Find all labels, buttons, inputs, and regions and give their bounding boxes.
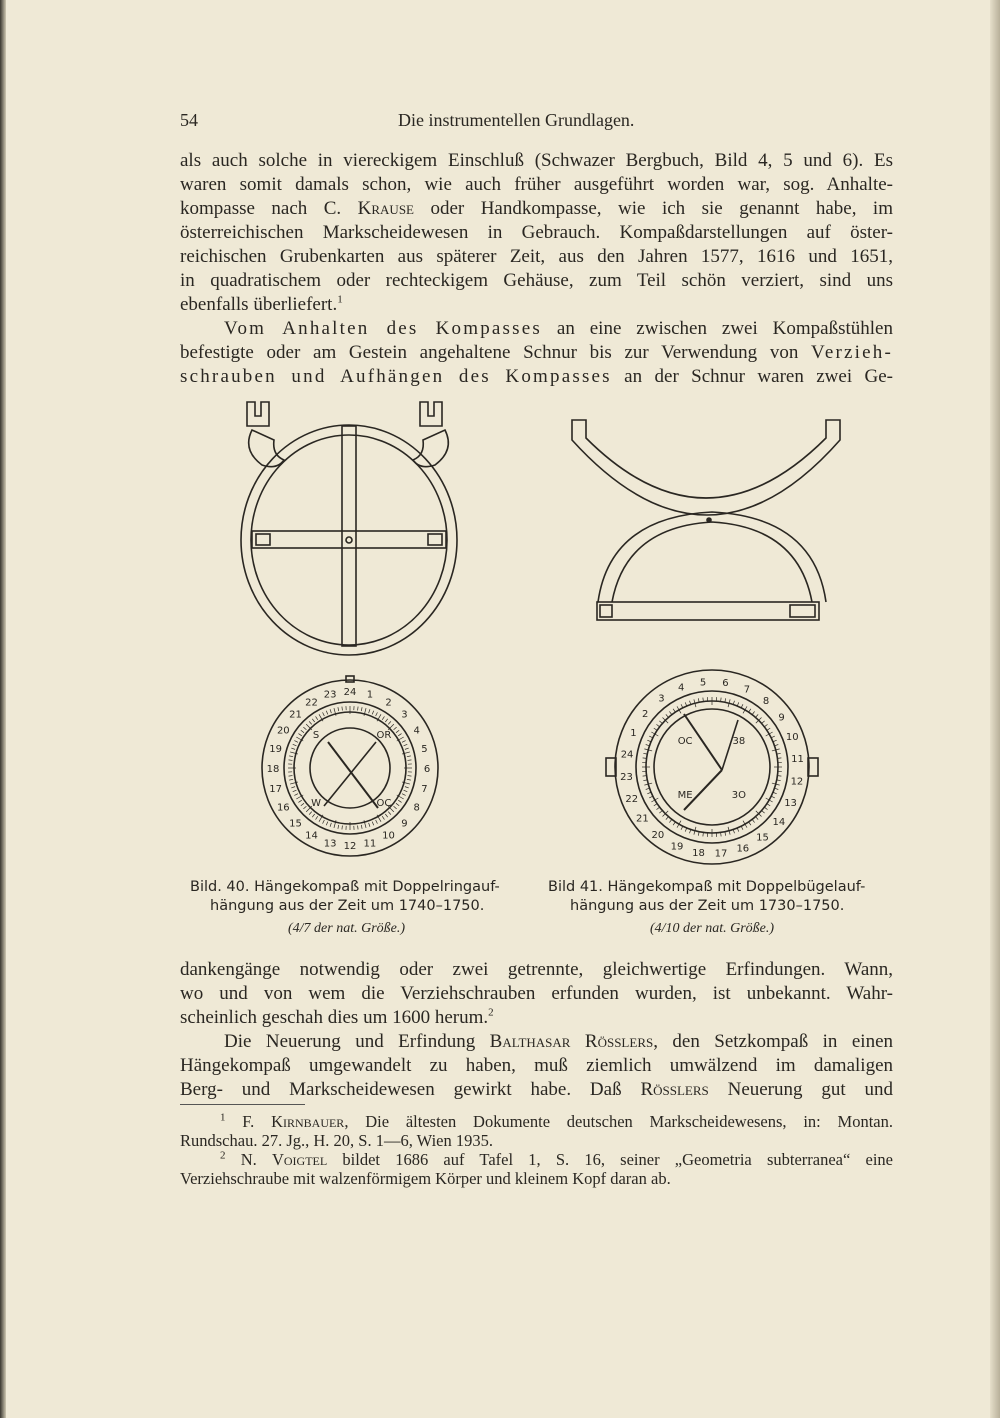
- dial-number: 13: [784, 797, 797, 809]
- dial-tick: [408, 760, 412, 761]
- dial-number: 15: [756, 832, 769, 844]
- dial-number: 13: [323, 838, 337, 850]
- dial-tick: [398, 800, 401, 802]
- dial-tick: [382, 716, 384, 719]
- dial-number: 23: [323, 689, 337, 701]
- text-line: reichischen Grubenkarten aus späterer Zeit, aus den Jahren 1577, 1616 und 1651,: [180, 246, 893, 267]
- dial-tick: [737, 828, 739, 832]
- dial-tick: [402, 794, 406, 796]
- dial-tick: [289, 756, 293, 757]
- dial-tick: [291, 787, 295, 788]
- dial-direction-label: OC: [376, 797, 392, 809]
- text-line: Vom Anhalten des Kompasses an eine zwischen zwei Kompaßstühlen: [224, 318, 893, 339]
- footnote-2: $^2$ N. Voigtel bildet 1686 auf Tafel 1, S. 16, seiner „Geometria subterranea“ eine: [220, 1149, 894, 1169]
- author-name: Rösslers: [640, 1079, 709, 1100]
- text-line: Die Neuerung und Erfindung Balthasar Rösslers, den Setzkompaß in einen: [224, 1031, 894, 1052]
- dial-tick: [737, 702, 739, 706]
- dial-number: 17: [269, 783, 282, 795]
- text-line: Berg- und Markscheidewesen gewirkt habe. Daß Rösslers Neuerung gut und: [180, 1079, 893, 1100]
- dial-tick: [330, 823, 331, 827]
- dial-tick: [326, 711, 328, 715]
- dial-number: 5: [421, 744, 428, 756]
- text-line: befestigte oder am Gestein angehaltene Schnur bis zur Verwendung von Verzieh-: [180, 342, 893, 363]
- dial-tick: [289, 779, 293, 780]
- figure-40-caption: hängung aus der Zeit um 1740–1750.: [210, 898, 485, 914]
- dial-tick: [405, 748, 409, 749]
- dial-tick: [323, 820, 325, 824]
- dial-tick: [396, 730, 399, 732]
- text-line: kompasse nach C. Krause oder Handkompasse, wie ich sie genannt habe, im: [180, 198, 893, 219]
- dial-tick: [767, 728, 770, 730]
- dial-tick: [342, 707, 343, 711]
- text-line: wo und von wem die Verziehschrauben erfunden wurden, ist unbekannt. Wahr-: [180, 983, 893, 1004]
- dial-tick: [659, 811, 662, 814]
- dial-number: 18: [266, 764, 280, 775]
- dial-number: 5: [699, 677, 707, 689]
- dial-tick: [673, 822, 675, 825]
- text-line: Hängekompaß umgewandelt zu haben, muß ziemlich umwälzend im damaligen: [180, 1055, 893, 1076]
- dial-tick: [647, 792, 651, 794]
- dial-tick: [405, 787, 409, 788]
- dial-tick: [741, 704, 743, 708]
- dial-number: 15: [289, 818, 302, 830]
- dial-tick: [382, 816, 384, 819]
- dial-direction-label: 38: [732, 736, 746, 748]
- dial-direction-label: W: [311, 797, 322, 809]
- dial-number: 16: [276, 802, 290, 814]
- dial-number: 18: [692, 847, 705, 859]
- dial-tick: [756, 817, 759, 820]
- dial-tick: [649, 796, 653, 798]
- dial-tick: [764, 724, 767, 726]
- dial-tick: [402, 741, 406, 743]
- dial-number: 6: [722, 678, 729, 690]
- dial-direction-label: 3O: [731, 789, 746, 801]
- dial-tick: [773, 792, 777, 794]
- dial-tick: [407, 756, 411, 757]
- figure-40-scale: (4/7 der nat. Größe.): [288, 921, 406, 936]
- dial-number: 11: [791, 754, 804, 766]
- dial-tick: [394, 727, 397, 730]
- dial-number: 6: [423, 764, 431, 775]
- dial-number: 3: [401, 709, 408, 721]
- dial-tick: [358, 826, 359, 830]
- dial-tick: [669, 819, 671, 822]
- dial-number: 20: [276, 725, 290, 737]
- dial-number: 14: [772, 817, 786, 829]
- dial-direction-label: OR: [376, 730, 392, 742]
- dial-tick: [385, 814, 387, 817]
- dial-tick: [749, 709, 751, 712]
- dial-tick: [656, 724, 659, 726]
- dial-number: 16: [736, 843, 750, 855]
- dial-tick: [656, 807, 659, 809]
- dial-direction-label: S: [312, 730, 320, 742]
- dial-tick: [659, 721, 662, 724]
- running-title: Die instrumentellen Grundlagen.: [398, 110, 635, 130]
- dial-number: 8: [413, 802, 420, 814]
- author-name: Krause: [357, 198, 414, 219]
- figure-41-caption: Bild 41. Hängekompaß mit Doppelbügelauf-: [548, 879, 866, 895]
- dial-tick: [330, 709, 331, 713]
- dial-tick: [773, 740, 777, 742]
- dial-tick: [396, 803, 399, 805]
- dial-tick: [298, 734, 301, 736]
- dial-tick: [741, 826, 743, 830]
- dial-direction-label: OC: [677, 736, 693, 748]
- footnote-ref[interactable]: 2: [488, 1006, 494, 1019]
- dial-tick: [369, 823, 370, 827]
- dial-tick: [749, 822, 751, 825]
- dial-number: 23: [620, 771, 633, 783]
- dial-number: 8: [762, 696, 770, 708]
- dial-number: 9: [778, 712, 785, 724]
- dial-tick: [673, 709, 675, 712]
- dial-number: 21: [289, 709, 302, 721]
- dial-tick: [372, 711, 374, 715]
- dial-tick: [666, 817, 669, 820]
- text-line: dankengänge notwendig oder zwei getrennte, gleichwertige Erfindungen. Wann,: [180, 959, 893, 980]
- dial-number: 14: [305, 830, 318, 842]
- dial-tick: [666, 714, 669, 717]
- dial-tick: [681, 826, 683, 830]
- page-number: 54: [180, 110, 198, 130]
- dial-tick: [293, 744, 297, 746]
- dial-tick: [301, 803, 304, 805]
- dial-tick: [756, 714, 759, 717]
- text-line: waren somit damals schon, wie auch früher ausgeführt worden war, sog. Anhalte-: [180, 174, 893, 195]
- dial-number: 21: [636, 813, 649, 825]
- dial-tick: [647, 740, 651, 742]
- dial-tick: [312, 719, 314, 722]
- dial-tick: [649, 736, 653, 738]
- dial-number: 24: [620, 749, 634, 761]
- text-line: schrauben und Aufhängen des Kompasses an der Schnur waren zwei Ge-: [180, 366, 893, 387]
- dial-tick: [407, 779, 411, 780]
- dial-tick: [404, 744, 408, 746]
- dial-tick: [338, 707, 339, 711]
- dial-tick: [326, 822, 328, 826]
- dial-tick: [681, 704, 683, 708]
- footnote-rule: [180, 1104, 305, 1105]
- figure-41-caption: hängung aus der Zeit um 1730–1750.: [570, 898, 845, 914]
- dial-number: 1: [630, 728, 637, 740]
- dial-number: 3: [658, 693, 665, 705]
- dial-tick: [293, 790, 297, 792]
- dial-tick: [294, 794, 298, 796]
- dial-number: 1: [366, 689, 374, 701]
- dial-number: 11: [363, 838, 377, 850]
- dial-tick: [323, 712, 325, 716]
- dial-number: 10: [382, 830, 395, 842]
- dial-tick: [303, 806, 306, 809]
- dial-tick: [398, 734, 401, 736]
- dial-tick: [301, 730, 304, 732]
- dial-number: 2: [641, 708, 649, 720]
- dial-direction-label: ME: [677, 789, 693, 801]
- dial-tick: [338, 825, 339, 829]
- dial-tick: [289, 760, 293, 761]
- dial-tick: [291, 748, 295, 749]
- text-line: als auch solche in viereckigem Einschluß (Schwazer Bergbuch, Bild 4, 5 und 6). Es: [180, 150, 893, 171]
- dial-number: 19: [670, 841, 684, 853]
- dial-tick: [376, 820, 378, 824]
- dial-tick: [388, 721, 391, 724]
- footnote-ref[interactable]: 1: [337, 293, 343, 306]
- dial-number: 12: [790, 776, 804, 788]
- dial-tick: [303, 727, 306, 730]
- dial-tick: [394, 806, 397, 809]
- dial-tick: [685, 702, 687, 706]
- author-name: Balthasar Rösslers: [489, 1031, 654, 1052]
- dial-tick: [361, 707, 362, 711]
- text-line: in quadratischem oder rechteckigem Gehäuse, zum Teil schön verziert, sind uns: [180, 270, 893, 291]
- dial-number: 4: [677, 682, 685, 694]
- dial-tick: [312, 814, 314, 817]
- dial-tick: [385, 719, 387, 722]
- dial-tick: [762, 811, 765, 814]
- dial-number: 22: [305, 697, 318, 709]
- dial-tick: [316, 716, 318, 719]
- dial-tick: [309, 721, 312, 724]
- dial-number: 19: [269, 744, 282, 756]
- dial-tick: [404, 790, 408, 792]
- dial-number: 12: [343, 841, 357, 852]
- figure-41-scale: (4/10 der nat. Größe.): [650, 921, 775, 936]
- dial-tick: [372, 822, 374, 826]
- dial-tick: [669, 711, 671, 714]
- dial-tick: [654, 804, 657, 806]
- dial-tick: [752, 711, 754, 714]
- dial-number: 7: [421, 783, 428, 795]
- text-line: ebenfalls überliefert.$^1$: [180, 293, 343, 315]
- dial-number: 20: [651, 829, 665, 841]
- figure-40-ring-suspension: [241, 402, 457, 655]
- dial-number: 4: [413, 725, 420, 737]
- footnote-1: $^1$ F. Kirnbauer, Die ältesten Dokumente deutschen Markscheidewesens, in: Montan.: [220, 1111, 894, 1131]
- figure-40-compass-dial: [262, 676, 438, 856]
- text-line: scheinlich geschah dies um 1600 herum.$^2$: [180, 1006, 494, 1028]
- dial-tick: [771, 796, 775, 798]
- dial-tick: [358, 707, 359, 711]
- dial-tick: [771, 736, 775, 738]
- dial-tick: [762, 721, 765, 724]
- dial-number: 9: [401, 818, 408, 830]
- dial-number: 17: [714, 848, 728, 860]
- dial-number: 2: [385, 697, 392, 709]
- dial-tick: [376, 712, 378, 716]
- dial-tick: [685, 828, 687, 832]
- dial-number: 24: [343, 687, 357, 698]
- dial-tick: [298, 800, 301, 802]
- footnote-1-cont: Rundschau. 27. Jg., H. 20, S. 1—6, Wien 1935.: [180, 1131, 493, 1150]
- dial-tick: [369, 709, 370, 713]
- figure-40-caption: Bild. 40. Hängekompaß mit Doppelringauf-: [190, 879, 500, 895]
- dial-tick: [309, 812, 312, 815]
- figure-41-double-bow-suspension: [572, 420, 840, 620]
- dial-number: 22: [625, 793, 639, 805]
- dial-tick: [764, 807, 767, 809]
- dial-number: 7: [743, 684, 751, 696]
- dial-tick: [752, 819, 754, 822]
- dial-tick: [388, 812, 391, 815]
- dial-number: 10: [785, 732, 799, 744]
- dial-tick: [289, 776, 293, 777]
- dial-tick: [316, 816, 318, 819]
- footnote-2-cont: Verziehschraube mit walzenförmigem Körper und kleinem Kopf daran ab.: [180, 1169, 671, 1188]
- dial-tick: [294, 741, 298, 743]
- figure-41-compass-dial: [606, 670, 818, 864]
- dial-tick: [408, 776, 412, 777]
- text-line: österreichischen Markscheidewesen in Gebrauch. Kompaßdarstellungen auf öster-: [180, 222, 893, 243]
- dial-tick: [342, 826, 343, 830]
- dial-tick: [767, 804, 770, 806]
- dial-tick: [361, 825, 362, 829]
- dial-tick: [654, 728, 657, 730]
